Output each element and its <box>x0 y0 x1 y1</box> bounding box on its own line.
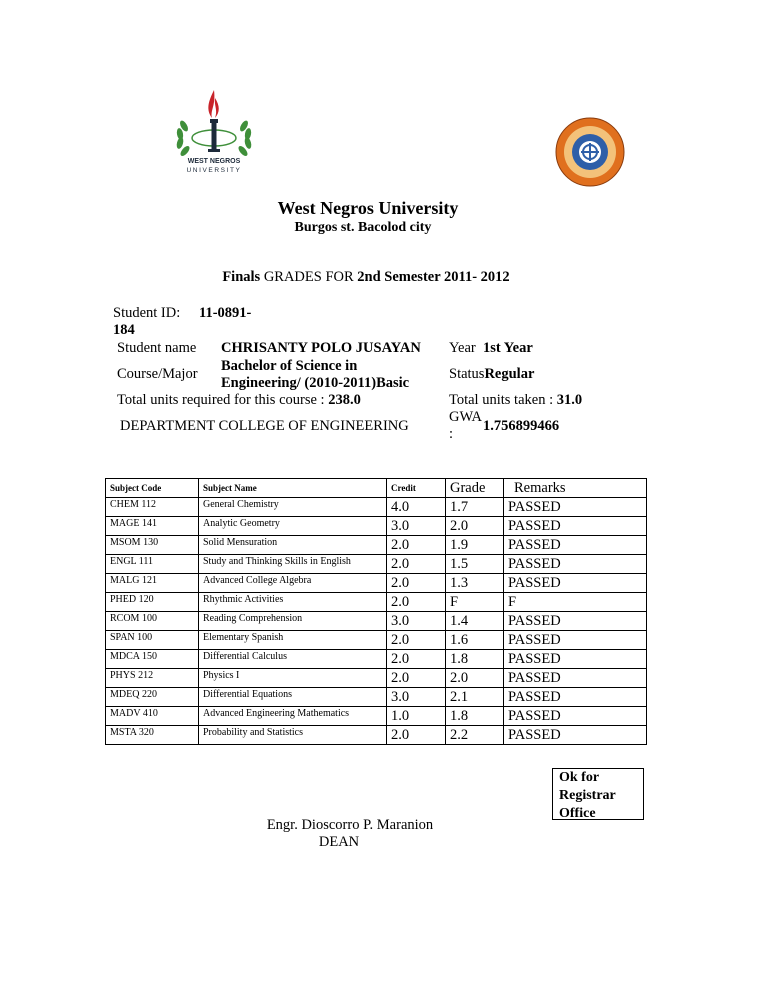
subject-code-cell: PHYS 212 <box>106 669 199 688</box>
subject-name-cell: General Chemistry <box>199 498 387 517</box>
units-required <box>117 392 361 409</box>
year-value: 1st Year <box>482 340 533 356</box>
subject-name-cell: Physics I <box>199 669 387 688</box>
grade-cell: 1.4 <box>446 612 504 631</box>
table-row <box>106 669 647 688</box>
title-mid: GRADES FOR <box>260 269 358 285</box>
subject-code-cell: MAGE 141 <box>106 517 199 536</box>
credit-cell: 1.0 <box>387 707 446 726</box>
units-taken <box>449 392 582 409</box>
table-row <box>106 536 647 555</box>
units-taken-label: Total units taken : <box>449 392 557 408</box>
subject-name-cell: Advanced College Algebra <box>199 574 387 593</box>
remarks-cell: F <box>504 593 647 612</box>
grade-cell: 1.8 <box>446 650 504 669</box>
course-line2: Engineering/ (2010-2011)Basic <box>221 375 410 391</box>
table-row <box>106 726 647 745</box>
table-row <box>106 650 647 669</box>
dean-name: Engr. Dioscorro P. Maranion <box>266 817 434 833</box>
table-row <box>106 688 647 707</box>
subject-name-cell: Analytic Geometry <box>199 517 387 536</box>
remarks-cell: PASSED <box>504 612 647 631</box>
header-credit: Credit <box>387 479 446 498</box>
table-row <box>106 517 647 536</box>
subject-name-cell: Probability and Statistics <box>199 726 387 745</box>
subject-code-cell: CHEM 112 <box>106 498 199 517</box>
units-taken-value: 31.0 <box>556 392 583 408</box>
remarks-cell: PASSED <box>504 498 647 517</box>
status-label: Status <box>449 366 485 382</box>
student-name-label: Student name <box>117 340 197 356</box>
subject-name-cell: Elementary Spanish <box>199 631 387 650</box>
units-required-label: Total units required for this course : <box>117 392 329 408</box>
credit-cell: 4.0 <box>387 498 446 517</box>
student-name: CHRISANTY POLO JUSAYAN <box>221 340 421 356</box>
grade-cell: 1.7 <box>446 498 504 517</box>
subject-code-cell: MALG 121 <box>106 574 199 593</box>
remarks-cell: PASSED <box>504 631 647 650</box>
college-seal-icon <box>555 117 625 187</box>
units-required-value: 238.0 <box>328 392 361 408</box>
table-header-row <box>106 479 647 498</box>
credit-cell: 3.0 <box>387 517 446 536</box>
subject-code-cell: MSTA 320 <box>106 726 199 745</box>
table-row <box>106 612 647 631</box>
title-semester: 2nd Semester 2011- 2012 <box>357 269 510 285</box>
course-label: Course/Major <box>117 366 198 382</box>
grade-cell: 2.2 <box>446 726 504 745</box>
grades-title <box>0 269 732 286</box>
credit-cell: 2.0 <box>387 555 446 574</box>
grade-cell: 2.1 <box>446 688 504 707</box>
grade-cell: 1.5 <box>446 555 504 574</box>
remarks-cell: PASSED <box>504 688 647 707</box>
subject-code-cell: MDCA 150 <box>106 650 199 669</box>
status-field <box>449 366 534 383</box>
credit-cell: 2.0 <box>387 536 446 555</box>
subject-code-cell: RCOM 100 <box>106 612 199 631</box>
subject-name-cell: Rhythmic Activities <box>199 593 387 612</box>
subject-code-cell: SPAN 100 <box>106 631 199 650</box>
registrar-line3: Office <box>559 806 596 821</box>
grades-table <box>105 478 647 745</box>
year-field <box>449 340 533 357</box>
dean-title: DEAN <box>318 834 360 850</box>
table-row <box>106 555 647 574</box>
grade-cell: 2.0 <box>446 669 504 688</box>
credit-cell: 2.0 <box>387 631 446 650</box>
remarks-cell: PASSED <box>504 650 647 669</box>
header-subject-name: Subject Name <box>199 479 387 498</box>
university-address: Burgos st. Bacolod city <box>294 220 432 235</box>
subject-code-cell: ENGL 111 <box>106 555 199 574</box>
subject-name-cell: Differential Equations <box>199 688 387 707</box>
subject-name-cell: Reading Comprehension <box>199 612 387 631</box>
remarks-cell: PASSED <box>504 669 647 688</box>
student-id-label: Student ID: <box>113 305 181 321</box>
gwa-colon: : <box>449 426 454 442</box>
registrar-approval-box <box>552 768 644 820</box>
credit-cell: 2.0 <box>387 669 446 688</box>
table-row <box>106 707 647 726</box>
subject-name-cell: Differential Calculus <box>199 650 387 669</box>
department: DEPARTMENT COLLEGE OF ENGINEERING <box>120 418 409 434</box>
university-name: West Negros University <box>277 198 459 218</box>
header-subject-code: Subject Code <box>106 479 199 498</box>
grade-cell: 1.8 <box>446 707 504 726</box>
subject-code-cell: MDEQ 220 <box>106 688 199 707</box>
university-logo <box>168 88 260 180</box>
gwa-value: 1.756899466 <box>483 418 560 434</box>
grade-cell: 1.9 <box>446 536 504 555</box>
remarks-cell: PASSED <box>504 555 647 574</box>
subject-name-cell: Study and Thinking Skills in English <box>199 555 387 574</box>
subject-name-cell: Solid Mensuration <box>199 536 387 555</box>
year-label: Year <box>449 340 476 356</box>
credit-cell: 2.0 <box>387 574 446 593</box>
student-id-line1: 11-0891- <box>199 305 252 321</box>
course-line1: Bachelor of Science in <box>221 358 358 374</box>
header-remarks: Remarks <box>504 479 647 498</box>
grade-cell: 1.6 <box>446 631 504 650</box>
header-grade: Grade <box>446 479 504 498</box>
credit-cell: 2.0 <box>387 593 446 612</box>
gwa-label: GWA <box>449 409 483 425</box>
credit-cell: 2.0 <box>387 726 446 745</box>
title-term: Finals <box>222 269 261 285</box>
status-value: Regular <box>484 366 535 382</box>
table-row <box>106 498 647 517</box>
logo-text-bottom: UNIVERSITY <box>186 167 242 174</box>
logo-text-top: WEST NEGROS <box>187 158 241 165</box>
registrar-line1: Ok for <box>559 770 600 785</box>
table-row <box>106 593 647 612</box>
subject-code-cell: MADV 410 <box>106 707 199 726</box>
subject-code-cell: MSOM 130 <box>106 536 199 555</box>
credit-cell: 2.0 <box>387 650 446 669</box>
credit-cell: 3.0 <box>387 688 446 707</box>
subject-code-cell: PHED 120 <box>106 593 199 612</box>
grade-cell: 2.0 <box>446 517 504 536</box>
remarks-cell: PASSED <box>504 517 647 536</box>
subject-name-cell: Advanced Engineering Mathematics <box>199 707 387 726</box>
remarks-cell: PASSED <box>504 726 647 745</box>
registrar-line2: Registrar <box>559 788 616 803</box>
remarks-cell: PASSED <box>504 707 647 726</box>
remarks-cell: PASSED <box>504 574 647 593</box>
remarks-cell: PASSED <box>504 536 647 555</box>
student-id-line2: 184 <box>113 322 135 338</box>
table-row <box>106 574 647 593</box>
grade-cell: 1.3 <box>446 574 504 593</box>
table-row <box>106 631 647 650</box>
grade-cell: F <box>446 593 504 612</box>
credit-cell: 3.0 <box>387 612 446 631</box>
